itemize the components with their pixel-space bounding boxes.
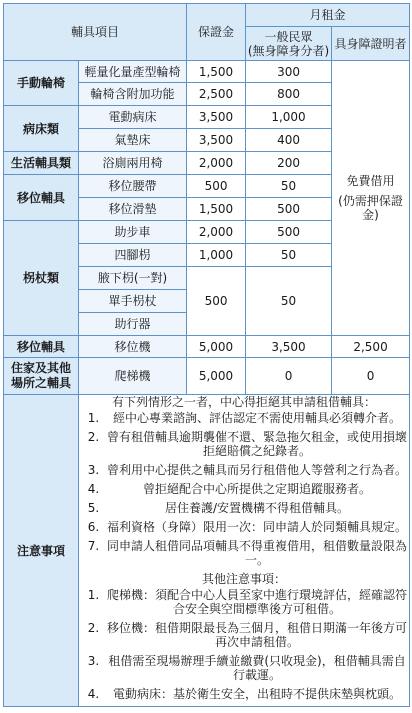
list-item: 3. 曾利用中心提供之輔具而另行租借他人等營利之行為者。 bbox=[103, 463, 409, 477]
item-name: 浴廁兩用椅 bbox=[79, 152, 187, 175]
item-name: 腋下枴(一對) bbox=[79, 267, 187, 290]
item-name: 輪椅含附加功能 bbox=[79, 83, 187, 106]
list-item: 4. 曾拒絕配合中心所提供之定期追蹤服務者。 bbox=[103, 482, 409, 496]
header-general-public-label: 一般民眾 bbox=[264, 29, 313, 44]
deposit-value: 5,000 bbox=[187, 358, 246, 395]
general-rent-value: 500 bbox=[246, 198, 332, 221]
header-general-public bbox=[246, 27, 332, 61]
notes-list-refusal bbox=[79, 411, 409, 567]
list-item: 6. 福利資格（身障）限用一次：同申請人於同類輔具規定。 bbox=[103, 520, 409, 534]
notes-intro: 有下列情形之一者，中心得拒絕其申請租借輔具： bbox=[112, 395, 377, 409]
item-name: 氣墊床 bbox=[79, 129, 187, 152]
list-item: 2. 移位機：租借期限最長為三個月，租借日期滿一年後方可再次申請租借。 bbox=[103, 621, 409, 649]
header-general-public-note: (無身障身分者) bbox=[247, 43, 330, 58]
deposit-value: 3,500 bbox=[187, 129, 246, 152]
free-loan-cell bbox=[332, 61, 410, 336]
general-rent-value: 800 bbox=[246, 83, 332, 106]
deposit-value: 1,500 bbox=[187, 198, 246, 221]
item-name: 移位機 bbox=[79, 336, 187, 358]
item-name: 電動病床 bbox=[79, 106, 187, 129]
header-item: 輔具項目 bbox=[4, 4, 187, 61]
category-transfer: 移位輔具 bbox=[4, 175, 79, 221]
general-rent-value: 1,000 bbox=[246, 106, 332, 129]
general-rent-value: 0 bbox=[246, 358, 332, 395]
notes-label: 注意事項 bbox=[4, 395, 79, 707]
general-rent-value: 3,500 bbox=[246, 336, 332, 358]
header-disabled: 具身障證明者 bbox=[332, 27, 410, 61]
category-walking: 柺杖類 bbox=[4, 221, 79, 336]
category-wheelchair: 手動輪椅 bbox=[4, 61, 79, 106]
list-item: 5. 居住養護/安置機構不得租借輔具。 bbox=[103, 501, 409, 515]
deposit-value: 1,500 bbox=[187, 61, 246, 83]
list-item: 2. 曾有租借輔具逾期襲催不還、緊急拖欠租金，或使用損壞拒絕賠償之紀錄者。 bbox=[103, 430, 409, 458]
item-name: 移位腰帶 bbox=[79, 175, 187, 198]
deposit-value: 2,000 bbox=[187, 152, 246, 175]
free-loan-note: (仍需押保證金) bbox=[338, 194, 403, 222]
item-name: 移位滑墊 bbox=[79, 198, 187, 221]
notes-list-other bbox=[79, 588, 409, 701]
list-item: 3. 租借需至現場辦理手續並繳費(只收現金)，租借輔具需自行載運。 bbox=[103, 654, 409, 682]
general-rent-value: 50 bbox=[246, 244, 332, 267]
category-daily: 生活輔具類 bbox=[4, 152, 79, 175]
notes-content bbox=[79, 395, 410, 707]
general-rent-value: 300 bbox=[246, 61, 332, 83]
deposit-value: 500 bbox=[187, 175, 246, 198]
list-item: 1. 經中心專業諮詢、評估認定不需使用輔具必須轉介者。 bbox=[103, 411, 409, 425]
general-rent-value: 200 bbox=[246, 152, 332, 175]
item-name: 助行器 bbox=[79, 313, 187, 336]
category-bed: 病床類 bbox=[4, 106, 79, 152]
notes-other-title: 其他注意事項： bbox=[202, 572, 287, 586]
list-item: 4. 電動病床：基於衛生安全，出租時不提供床墊與枕頭。 bbox=[103, 687, 409, 701]
deposit-value: 3,500 bbox=[187, 106, 246, 129]
general-rent-value: 400 bbox=[246, 129, 332, 152]
free-loan-label: 免費借用 bbox=[346, 174, 395, 188]
general-rent-value-merged: 50 bbox=[246, 267, 332, 336]
item-name: 爬梯機 bbox=[79, 358, 187, 395]
disabled-rent-value: 0 bbox=[332, 358, 410, 395]
item-name: 輕量化量產型輪椅 bbox=[79, 61, 187, 83]
deposit-value: 5,000 bbox=[187, 336, 246, 358]
rental-table bbox=[3, 3, 410, 707]
general-rent-value: 500 bbox=[246, 221, 332, 244]
header-monthly-rent: 月租金 bbox=[246, 4, 410, 27]
item-name: 助步車 bbox=[79, 221, 187, 244]
category-transfer-2: 移位輔具 bbox=[4, 336, 79, 358]
category-home: 住家及其他 場所之輔具 bbox=[4, 358, 79, 395]
disabled-rent-value: 2,500 bbox=[332, 336, 410, 358]
deposit-value-merged: 500 bbox=[187, 267, 246, 336]
general-rent-value: 50 bbox=[246, 175, 332, 198]
deposit-value: 2,500 bbox=[187, 83, 246, 106]
item-name: 單手枴杖 bbox=[79, 290, 187, 313]
list-item: 1. 爬梯機：須配合中心人員至家中進行環境評估，經確認符合安全與空間標準後方可租借。 bbox=[103, 588, 409, 616]
header-deposit: 保證金 bbox=[187, 4, 246, 61]
list-item: 7. 同申請人租借同品項輔具不得重複借用，租借數量設限為一。 bbox=[103, 539, 409, 567]
deposit-value: 1,000 bbox=[187, 244, 246, 267]
item-name: 四腳枴 bbox=[79, 244, 187, 267]
deposit-value: 2,000 bbox=[187, 221, 246, 244]
